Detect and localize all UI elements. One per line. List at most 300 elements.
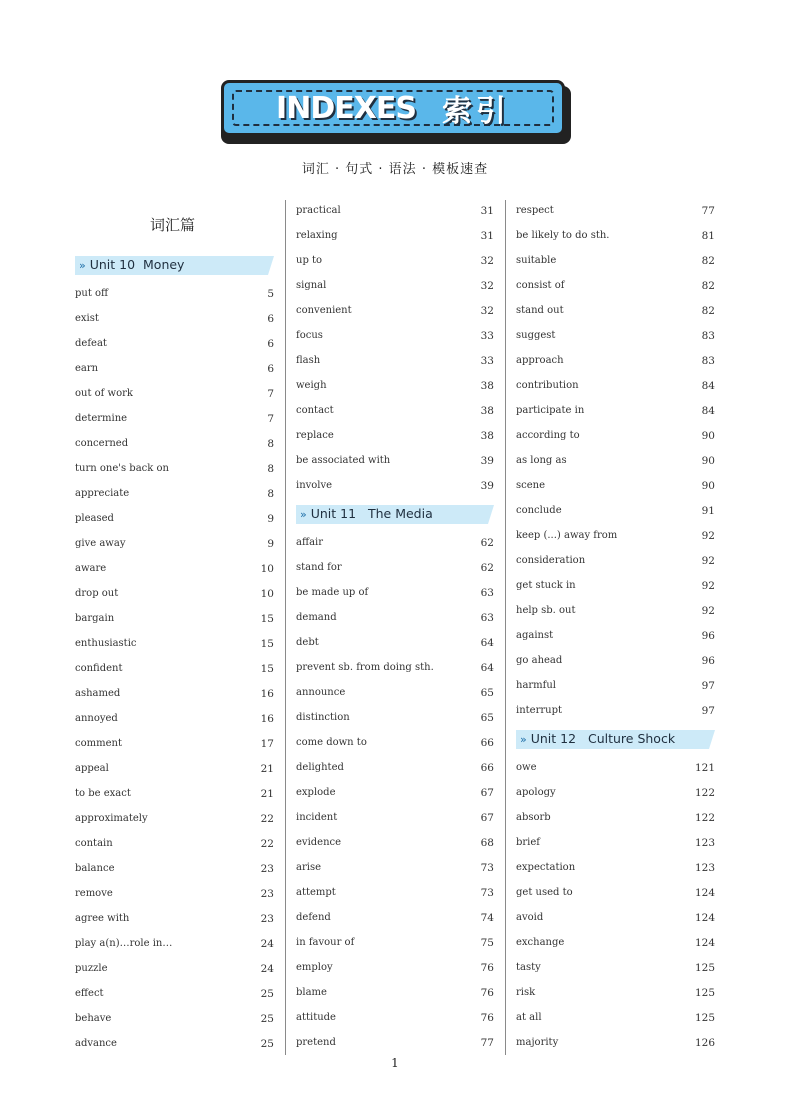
- entry-page: 22: [260, 813, 274, 825]
- index-entry: [516, 655, 715, 671]
- entry-word: keep (...) away from: [516, 530, 618, 541]
- index-entry: [296, 1012, 494, 1028]
- entry-page: 92: [701, 555, 715, 567]
- entry-page: 97: [701, 705, 715, 717]
- index-entry: [75, 938, 274, 954]
- entry-page: 92: [701, 605, 715, 617]
- index-entry: [516, 630, 715, 646]
- unit-heading-label: [79, 257, 184, 272]
- entry-page: 39: [480, 480, 494, 492]
- entry-page: 38: [480, 380, 494, 392]
- index-entry: [296, 562, 494, 578]
- entry-word: go ahead: [516, 655, 563, 666]
- entry-word: interrupt: [516, 705, 562, 716]
- index-entry: [296, 962, 494, 978]
- entry-page: 76: [480, 1012, 494, 1024]
- index-entry: [75, 538, 274, 554]
- index-entry: [75, 763, 274, 779]
- entry-word: respect: [516, 205, 554, 216]
- index-entry: [296, 662, 494, 678]
- entry-page: 22: [260, 838, 274, 850]
- entry-page: 8: [267, 463, 274, 475]
- index-entry: [75, 738, 274, 754]
- double-chevron-right-icon: »: [300, 508, 307, 521]
- entry-word: according to: [516, 430, 580, 441]
- entry-page: 122: [694, 812, 715, 824]
- entry-page: 62: [480, 562, 494, 574]
- entry-page: 90: [701, 480, 715, 492]
- entry-word: out of work: [75, 388, 133, 399]
- entry-word: replace: [296, 430, 334, 441]
- entry-page: 122: [694, 787, 715, 799]
- index-entry: [516, 680, 715, 696]
- index-entry: [75, 838, 274, 854]
- index-entry: [75, 963, 274, 979]
- index-entry: [296, 762, 494, 778]
- entry-word: consideration: [516, 555, 586, 566]
- entry-page: 24: [260, 938, 274, 950]
- entry-page: 23: [260, 888, 274, 900]
- index-entry: [75, 663, 274, 679]
- index-entry: [516, 787, 715, 803]
- entry-page: 25: [260, 988, 274, 1000]
- entry-page: 63: [480, 587, 494, 599]
- entry-word: demand: [296, 612, 337, 623]
- unit-heading: [296, 505, 488, 524]
- entry-page: 63: [480, 612, 494, 624]
- index-entry: [516, 1012, 715, 1028]
- index-entry: [516, 380, 715, 396]
- index-entry: [296, 862, 494, 878]
- index-entry: [296, 537, 494, 553]
- entry-word: appeal: [75, 763, 109, 774]
- entry-word: get stuck in: [516, 580, 576, 591]
- entry-page: 126: [694, 1037, 715, 1049]
- entry-page: 84: [701, 405, 715, 417]
- entry-page: 76: [480, 987, 494, 999]
- entry-word: prevent sb. from doing sth.: [296, 662, 434, 673]
- index-entry: [296, 687, 494, 703]
- index-entry: [516, 862, 715, 878]
- entry-page: 9: [267, 538, 274, 550]
- entry-page: 6: [267, 363, 274, 375]
- entry-page: 6: [267, 338, 274, 350]
- title-banner: [221, 80, 571, 146]
- entry-page: 17: [260, 738, 274, 750]
- index-entry: [516, 505, 715, 521]
- entry-word: absorb: [516, 812, 551, 823]
- index-entry: [516, 280, 715, 296]
- entry-word: flash: [296, 355, 321, 366]
- entry-page: 97: [701, 680, 715, 692]
- entry-page: 123: [694, 862, 715, 874]
- entry-word: avoid: [516, 912, 544, 923]
- entry-word: approximately: [75, 813, 148, 824]
- index-entry: [296, 430, 494, 446]
- index-entry: [296, 612, 494, 628]
- index-entry: [75, 413, 274, 429]
- entry-page: 31: [480, 205, 494, 217]
- index-entry: [296, 837, 494, 853]
- entry-page: 90: [701, 455, 715, 467]
- index-entry: [516, 1037, 715, 1053]
- entry-word: annoyed: [75, 713, 118, 724]
- entry-word: conclude: [516, 505, 562, 516]
- entry-page: 31: [480, 230, 494, 242]
- entry-word: delighted: [296, 762, 344, 773]
- entry-word: apology: [516, 787, 556, 798]
- entry-page: 124: [694, 937, 715, 949]
- unit-title: Unit 12 Culture Shock: [530, 731, 676, 746]
- entry-page: 81: [701, 230, 715, 242]
- entry-word: pleased: [75, 513, 114, 524]
- index-entry: [516, 255, 715, 271]
- entry-page: 67: [480, 812, 494, 824]
- entry-page: 16: [260, 688, 274, 700]
- entry-word: affair: [296, 537, 324, 548]
- entry-word: tasty: [516, 962, 541, 973]
- entry-word: convenient: [296, 305, 352, 316]
- index-entry: [75, 613, 274, 629]
- unit-heading: [75, 256, 268, 275]
- entry-word: explode: [296, 787, 336, 798]
- entry-word: behave: [75, 1013, 112, 1024]
- index-entry: [516, 555, 715, 571]
- entry-word: come down to: [296, 737, 367, 748]
- entry-page: 91: [701, 505, 715, 517]
- entry-page: 82: [701, 255, 715, 267]
- entry-page: 62: [480, 537, 494, 549]
- entry-word: attitude: [296, 1012, 336, 1023]
- index-entry: [296, 787, 494, 803]
- index-entry: [75, 813, 274, 829]
- entry-page: 90: [701, 430, 715, 442]
- banner-box: [221, 80, 565, 136]
- entry-word: exist: [75, 313, 99, 324]
- entry-page: 21: [260, 763, 274, 775]
- index-entry: [516, 580, 715, 596]
- entry-word: scene: [516, 480, 546, 491]
- entry-word: suitable: [516, 255, 557, 266]
- index-entry: [75, 988, 274, 1004]
- index-entry: [75, 913, 274, 929]
- entry-word: risk: [516, 987, 536, 998]
- entry-page: 23: [260, 863, 274, 875]
- entry-word: contact: [296, 405, 334, 416]
- entry-word: effect: [75, 988, 104, 999]
- index-entry: [75, 513, 274, 529]
- entry-word: play a(n)…role in…: [75, 938, 173, 949]
- index-entry: [296, 587, 494, 603]
- index-entry: [516, 330, 715, 346]
- entry-word: stand for: [296, 562, 342, 573]
- index-entry: [296, 330, 494, 346]
- entry-page: 124: [694, 887, 715, 899]
- index-entry: [75, 488, 274, 504]
- index-entry: [516, 762, 715, 778]
- entry-word: employ: [296, 962, 333, 973]
- entry-word: pretend: [296, 1037, 336, 1048]
- index-entry: [75, 863, 274, 879]
- entry-word: harmful: [516, 680, 557, 691]
- index-entry: [516, 305, 715, 321]
- unit-heading-label: [300, 506, 433, 521]
- entry-page: 82: [701, 280, 715, 292]
- entry-word: give away: [75, 538, 126, 549]
- entry-page: 32: [480, 280, 494, 292]
- entry-word: bargain: [75, 613, 115, 624]
- entry-page: 8: [267, 488, 274, 500]
- entry-word: focus: [296, 330, 323, 341]
- entry-word: participate in: [516, 405, 585, 416]
- entry-page: 15: [260, 613, 274, 625]
- entry-word: contain: [75, 838, 113, 849]
- entry-page: 74: [480, 912, 494, 924]
- index-entry: [75, 338, 274, 354]
- index-entry: [516, 987, 715, 1003]
- entry-word: expectation: [516, 862, 576, 873]
- entry-word: be associated with: [296, 455, 391, 466]
- banner-title-cn: 索引: [441, 94, 510, 129]
- entry-page: 7: [267, 388, 274, 400]
- entry-page: 6: [267, 313, 274, 325]
- double-chevron-right-icon: »: [520, 733, 527, 746]
- entry-page: 125: [694, 962, 715, 974]
- column-divider-2: [505, 200, 506, 1055]
- entry-word: approach: [516, 355, 564, 366]
- index-entry: [75, 388, 274, 404]
- section-title: 词汇篇: [150, 216, 196, 234]
- entry-page: 24: [260, 963, 274, 975]
- index-entry: [516, 705, 715, 721]
- entry-word: appreciate: [75, 488, 130, 499]
- index-entry: [296, 912, 494, 928]
- entry-page: 66: [480, 737, 494, 749]
- index-entry: [296, 937, 494, 953]
- entry-word: debt: [296, 637, 319, 648]
- index-entry: [296, 812, 494, 828]
- banner-inner: [232, 90, 554, 129]
- entry-page: 83: [701, 355, 715, 367]
- entry-word: earn: [75, 363, 99, 374]
- entry-page: 77: [480, 1037, 494, 1049]
- entry-word: blame: [296, 987, 327, 998]
- entry-page: 82: [701, 305, 715, 317]
- index-entry: [516, 887, 715, 903]
- index-entry: [516, 812, 715, 828]
- entry-page: 75: [480, 937, 494, 949]
- index-entry: [75, 788, 274, 804]
- entry-word: suggest: [516, 330, 556, 341]
- entry-page: 5: [267, 288, 274, 300]
- index-entry: [516, 405, 715, 421]
- entry-page: 64: [480, 637, 494, 649]
- unit-heading-label: [520, 731, 675, 746]
- entry-word: defend: [296, 912, 331, 923]
- entry-word: stand out: [516, 305, 564, 316]
- index-entry: [516, 937, 715, 953]
- entry-word: get used to: [516, 887, 573, 898]
- index-entry: [516, 455, 715, 471]
- unit-heading: [516, 730, 709, 749]
- entry-word: defeat: [75, 338, 107, 349]
- index-entry: [516, 837, 715, 853]
- entry-page: 68: [480, 837, 494, 849]
- entry-page: 124: [694, 912, 715, 924]
- index-entry: [296, 712, 494, 728]
- entry-page: 15: [260, 638, 274, 650]
- entry-page: 77: [701, 205, 715, 217]
- entry-page: 23: [260, 913, 274, 925]
- entry-word: be likely to do sth.: [516, 230, 610, 241]
- entry-word: balance: [75, 863, 115, 874]
- index-entry: [75, 1038, 274, 1054]
- entry-page: 73: [480, 862, 494, 874]
- index-entry: [296, 737, 494, 753]
- banner-title-en: INDEXES: [276, 90, 416, 126]
- entry-word: contribution: [516, 380, 579, 391]
- index-entry: [296, 380, 494, 396]
- entry-page: 96: [701, 655, 715, 667]
- page-number: 1: [391, 1056, 399, 1070]
- entry-page: 121: [694, 762, 715, 774]
- entry-page: 21: [260, 788, 274, 800]
- entry-word: evidence: [296, 837, 342, 848]
- index-entry: [75, 438, 274, 454]
- index-entry: [516, 430, 715, 446]
- entry-page: 9: [267, 513, 274, 525]
- entry-word: involve: [296, 480, 333, 491]
- index-entry: [75, 1013, 274, 1029]
- index-entry: [296, 305, 494, 321]
- entry-word: owe: [516, 762, 537, 773]
- index-entry: [75, 713, 274, 729]
- entry-word: ashamed: [75, 688, 121, 699]
- entry-word: help sb. out: [516, 605, 576, 616]
- entry-word: enthusiastic: [75, 638, 137, 649]
- index-entry: [75, 363, 274, 379]
- unit-title: Unit 11 The Media: [310, 506, 433, 521]
- entry-page: 33: [480, 330, 494, 342]
- entry-word: up to: [296, 255, 323, 266]
- page-subtitle: 词汇 · 句式 · 语法 · 模板速查: [301, 162, 489, 177]
- entry-word: against: [516, 630, 554, 641]
- entry-word: comment: [75, 738, 122, 749]
- entry-word: incident: [296, 812, 338, 823]
- index-entry: [296, 1037, 494, 1053]
- entry-page: 84: [701, 380, 715, 392]
- entry-page: 92: [701, 580, 715, 592]
- index-entry: [75, 688, 274, 704]
- entry-page: 64: [480, 662, 494, 674]
- index-entry: [75, 563, 274, 579]
- index-entry: [75, 588, 274, 604]
- entry-page: 10: [260, 563, 274, 575]
- index-entry: [296, 887, 494, 903]
- entry-word: at all: [516, 1012, 542, 1023]
- entry-word: attempt: [296, 887, 336, 898]
- index-entry: [516, 605, 715, 621]
- entry-page: 10: [260, 588, 274, 600]
- entry-page: 65: [480, 712, 494, 724]
- index-entry: [75, 888, 274, 904]
- index-entry: [296, 205, 494, 221]
- unit-title: Unit 10 Money: [89, 257, 185, 272]
- entry-word: put off: [75, 288, 109, 299]
- entry-page: 32: [480, 305, 494, 317]
- entry-page: 66: [480, 762, 494, 774]
- index-entry: [296, 255, 494, 271]
- entry-page: 83: [701, 330, 715, 342]
- entry-page: 65: [480, 687, 494, 699]
- entry-word: brief: [516, 837, 540, 848]
- column-divider-1: [285, 200, 286, 1055]
- entry-word: confident: [75, 663, 123, 674]
- entry-word: concerned: [75, 438, 129, 449]
- entry-page: 32: [480, 255, 494, 267]
- index-entry: [516, 530, 715, 546]
- entry-page: 25: [260, 1013, 274, 1025]
- index-entry: [296, 637, 494, 653]
- index-entry: [296, 230, 494, 246]
- entry-word: drop out: [75, 588, 119, 599]
- index-entry: [296, 987, 494, 1003]
- entry-word: signal: [296, 280, 327, 291]
- index-entry: [516, 205, 715, 221]
- entry-page: 16: [260, 713, 274, 725]
- entry-page: 123: [694, 837, 715, 849]
- index-entry: [296, 480, 494, 496]
- entry-page: 67: [480, 787, 494, 799]
- index-entry: [296, 355, 494, 371]
- entry-page: 96: [701, 630, 715, 642]
- entry-page: 25: [260, 1038, 274, 1050]
- entry-word: to be exact: [75, 788, 131, 799]
- entry-word: consist of: [516, 280, 565, 291]
- entry-page: 33: [480, 355, 494, 367]
- entry-page: 38: [480, 430, 494, 442]
- entry-page: 125: [694, 1012, 715, 1024]
- entry-word: aware: [75, 563, 107, 574]
- entry-page: 7: [267, 413, 274, 425]
- entry-page: 39: [480, 455, 494, 467]
- index-entry: [516, 230, 715, 246]
- entry-word: relaxing: [296, 230, 338, 241]
- index-entry: [75, 288, 274, 304]
- entry-word: as long as: [516, 455, 567, 466]
- entry-word: arise: [296, 862, 321, 873]
- entry-word: announce: [296, 687, 346, 698]
- entry-page: 38: [480, 405, 494, 417]
- entry-page: 125: [694, 987, 715, 999]
- entry-page: 76: [480, 962, 494, 974]
- index-entry: [75, 638, 274, 654]
- entry-word: practical: [296, 205, 341, 216]
- entry-word: advance: [75, 1038, 117, 1049]
- entry-word: majority: [516, 1037, 559, 1048]
- entry-word: puzzle: [75, 963, 108, 974]
- entry-page: 8: [267, 438, 274, 450]
- entry-page: 15: [260, 663, 274, 675]
- entry-word: in favour of: [296, 937, 355, 948]
- index-entry: [516, 480, 715, 496]
- index-entry: [516, 912, 715, 928]
- entry-page: 73: [480, 887, 494, 899]
- entry-word: distinction: [296, 712, 350, 723]
- entry-word: determine: [75, 413, 128, 424]
- index-entry: [516, 962, 715, 978]
- index-entry: [296, 455, 494, 471]
